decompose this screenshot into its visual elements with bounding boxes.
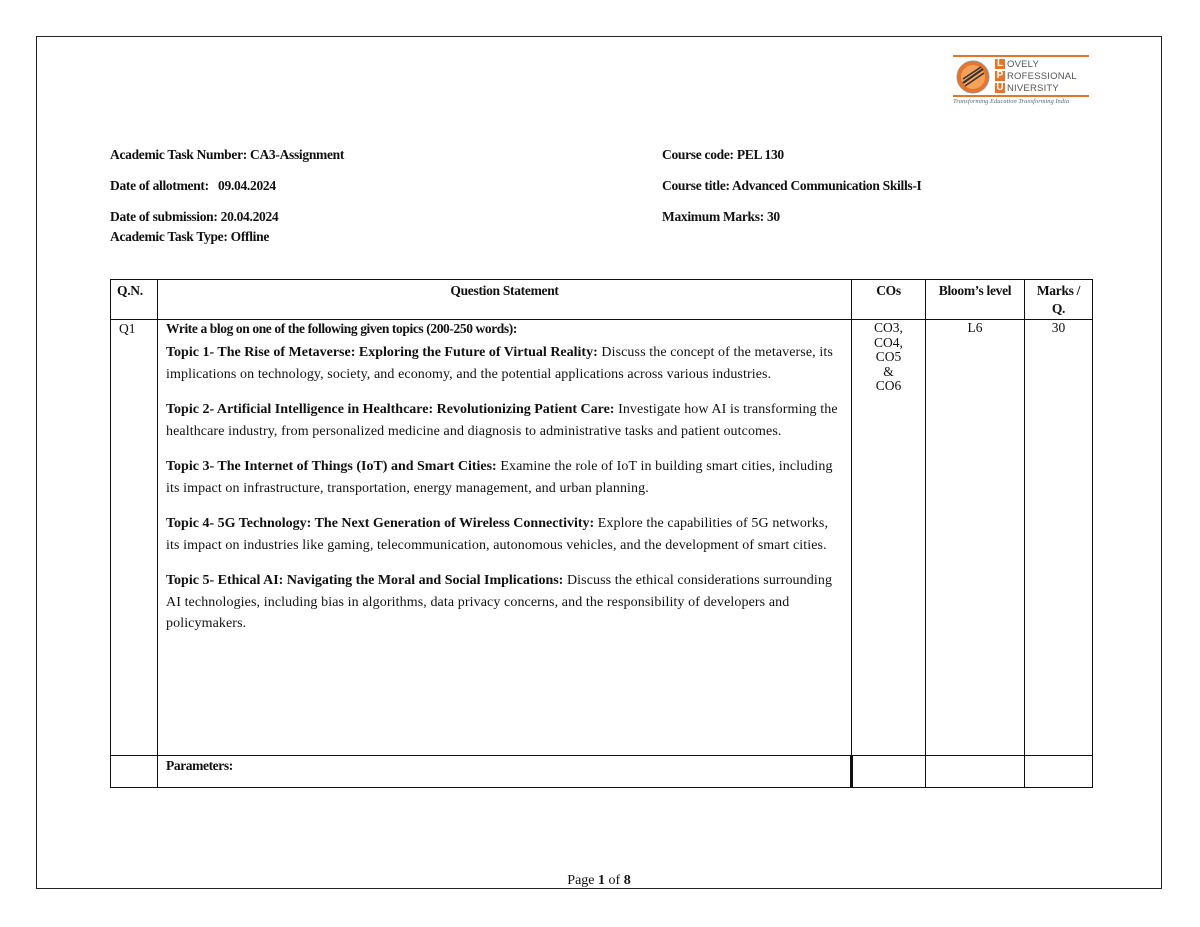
topic-heading: Topic 4- 5G Technology: The Next Generation of Wireless Connectivity:: [166, 516, 595, 531]
logo-cap-u: U: [996, 82, 1004, 93]
topic-description: Examine the role of IoT in building smart cities, including its impact on infrastructure, transportation, energy management, and urban planning.: [166, 459, 833, 496]
topic-description: Discuss the ethical considerations surrounding AI technologies, including bias in algorithms, data privacy concerns, and the responsibility of developers and policymakers.: [166, 573, 833, 631]
university-logo: [953, 55, 1093, 109]
empty-cell: [926, 756, 1025, 788]
topic-heading: Topic 1- The Rise of Metaverse: Exploring the Future of Virtual Reality:: [166, 345, 598, 360]
co-item: CO6: [875, 378, 902, 393]
logo-cap-p: P: [996, 70, 1004, 81]
question-statement: [158, 320, 852, 756]
co-item: &: [883, 363, 894, 379]
page-prefix: Page: [567, 873, 599, 888]
page-current: 1: [598, 873, 606, 888]
topic-description: Discuss the concept of the metaverse, its implications on technology, society, and economy, and the potential applications across various industries.: [166, 345, 833, 382]
topic-description: Explore the capabilities of 5G networks, its impact on industries like gaming, telecommunication, autonomous vehicles, and the development of smart cities.: [166, 516, 829, 553]
topic-heading: Topic 2- Artificial Intelligence in Healthcare: Revolutionizing Patient Care:: [166, 402, 615, 417]
table-header-row: [111, 280, 1093, 320]
col-header-cos: COs: [852, 280, 926, 320]
col-header-statement: Question Statement: [158, 280, 852, 320]
col-header-marks: Marks / Q.: [1025, 280, 1093, 320]
topic-item: [166, 456, 843, 499]
topic-item: [166, 513, 843, 556]
col-header-bloom: Bloom’s level: [926, 280, 1025, 320]
co-item: CO3,: [874, 320, 903, 335]
empty-cell: [852, 756, 926, 788]
parameters-cell: [158, 756, 852, 788]
logo-rule-top: [953, 55, 1089, 57]
logo-rule-bottom: [953, 95, 1089, 97]
maximum-marks: Maximum Marks: 30: [662, 209, 780, 224]
topic-heading: Topic 3- The Internet of Things (IoT) and Smart Cities:: [166, 459, 497, 474]
course-title: Course title: Advanced Communication Skills-I: [662, 178, 922, 193]
co-item: CO5: [875, 349, 902, 364]
marks-value: 30: [1025, 320, 1093, 756]
co-item: CO4,: [874, 334, 903, 350]
question-intro: Write a blog on one of the following given topics (200-250 words):: [166, 321, 517, 336]
logo-text-rofessional: ROFESSIONAL: [1007, 70, 1077, 82]
page-number: [37, 873, 1161, 889]
bloom-level: L6: [926, 320, 1025, 756]
topic-item: [166, 570, 843, 635]
page-total: 8: [623, 873, 631, 888]
empty-cell: [1025, 756, 1093, 788]
topic-heading: Topic 5- Ethical AI: Navigating the Moral and Social Implications:: [166, 573, 564, 588]
logo-cap-l: L: [996, 58, 1004, 69]
question-table: [110, 279, 1093, 788]
date-of-allotment: Date of allotment: 09.04.2024: [110, 178, 276, 193]
empty-cell: [111, 756, 158, 788]
question-number: Q1: [111, 320, 158, 756]
logo-wordmark: [995, 58, 1077, 94]
course-code: Course code: PEL 130: [662, 147, 784, 162]
academic-task-number: Academic Task Number: CA3-Assignment: [110, 147, 345, 162]
document-page: [36, 36, 1162, 889]
col-header-qn: Q.N.: [111, 280, 158, 320]
lpu-emblem-icon: [955, 59, 991, 95]
topic-item: [166, 342, 843, 385]
table-row: [111, 756, 1093, 788]
topic-description: Investigate how AI is transforming the healthcare industry, from personalized medicine and diagnosis to administrative tasks and patient outcomes.: [166, 402, 838, 439]
page-middle: of: [605, 873, 624, 888]
academic-task-type: Academic Task Type: Offline: [110, 229, 270, 244]
parameters-label: Parameters:: [166, 758, 233, 773]
date-of-submission: Date of submission: 20.04.2024: [110, 209, 279, 224]
logo-tagline: Transforming Education Transforming India: [953, 98, 1070, 105]
table-row: [111, 320, 1093, 756]
topic-item: [166, 399, 843, 442]
logo-text-niversity: NIVERSITY: [1007, 82, 1059, 94]
logo-text-ovely: OVELY: [1007, 58, 1039, 70]
course-outcomes: [852, 320, 926, 756]
